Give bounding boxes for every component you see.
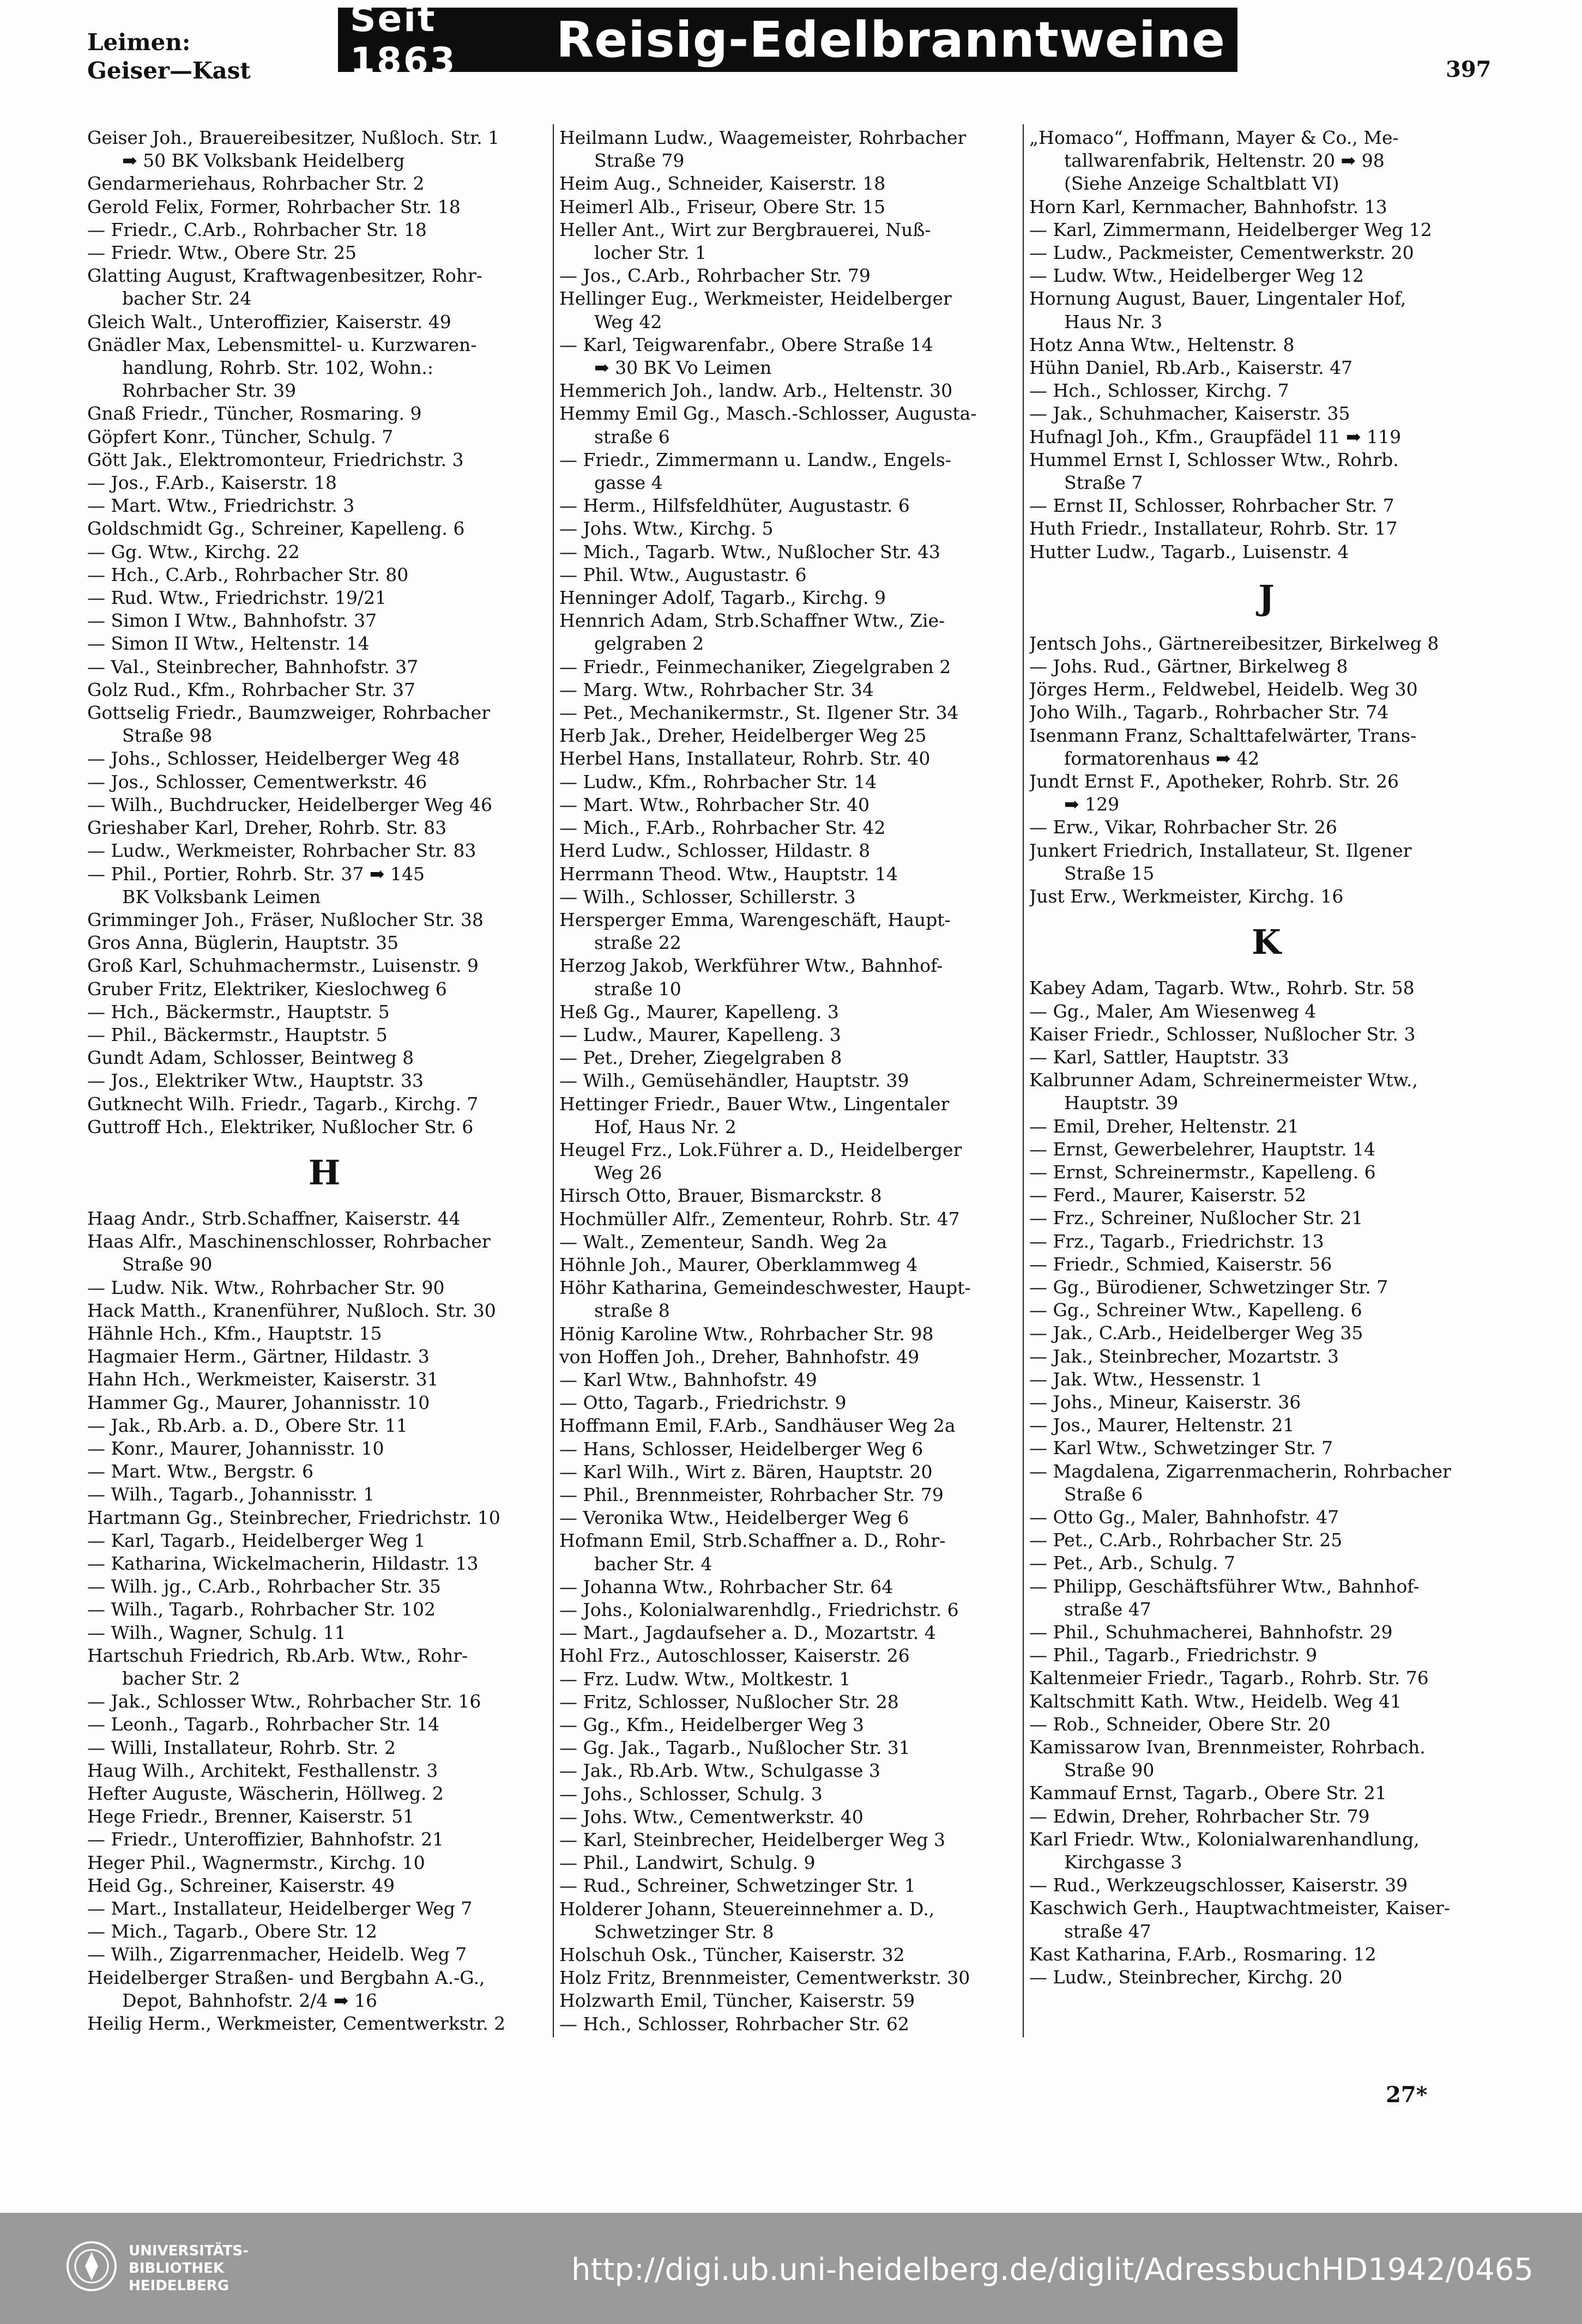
directory-entry: Hartmann Gg., Steinbrecher, Friedrichstr. 10 <box>87 1506 500 1528</box>
directory-column-1 <box>87 126 561 2045</box>
directory-entry: Gruber Fritz, Elektriker, Kieslochweg 6 <box>87 978 447 1000</box>
directory-entry: Glatting August, Kraftwagenbesitzer, Rohr- <box>87 265 482 287</box>
directory-entry: — Gg., Schreiner Wtw., Kapelleng. 6 <box>1029 1299 1362 1321</box>
directory-entry: Grimminger Joh., Fräser, Nußlocher Str. 38 <box>87 909 484 930</box>
directory-entry: Herbel Hans, Installateur, Rohrb. Str. 40 <box>559 748 931 770</box>
entry-continuation: Straße 7 <box>1064 472 1143 494</box>
entry-continuation: straße 47 <box>1064 1598 1151 1620</box>
directory-entry: — Ludw., Steinbrecher, Kirchg. 20 <box>1029 1966 1343 1988</box>
directory-entry: Gendarmeriehaus, Rohrbacher Str. 2 <box>87 173 425 195</box>
directory-entry: Hahn Hch., Werkmeister, Kaiserstr. 31 <box>87 1369 439 1390</box>
directory-entry: — Mart., Jagdaufseher a. D., Mozartstr. 4 <box>559 1622 936 1644</box>
directory-entry: — Frz., Tagarb., Friedrichstr. 13 <box>1029 1230 1324 1252</box>
directory-column-3 <box>1029 126 1503 2045</box>
directory-entry: Hennrich Adam, Strb.Schaffner Wtw., Zie- <box>559 610 945 632</box>
directory-entry: — Johs., Kolonialwarenhdlg., Friedrichstr. 6 <box>559 1599 959 1620</box>
entry-continuation: gasse 4 <box>594 472 663 494</box>
directory-entry: — Herm., Hilfsfeldhüter, Augustastr. 6 <box>559 495 910 517</box>
directory-entry: — Jak., Rb.Arb. Wtw., Schulgasse 3 <box>559 1760 880 1782</box>
directory-entry: — Jos., F.Arb., Kaiserstr. 18 <box>87 472 337 494</box>
directory-entry: Horn Karl, Kernmacher, Bahnhofstr. 13 <box>1029 196 1387 217</box>
entry-continuation: tallwarenfabrik, Heltenstr. 20 ➡ 98 <box>1064 150 1385 172</box>
entry-continuation: Straße 15 <box>1064 862 1155 884</box>
directory-entry: — Johs. Wtw., Cementwerkstr. 40 <box>559 1806 864 1827</box>
directory-entry: — Erw., Vikar, Rohrbacher Str. 26 <box>1029 816 1337 838</box>
directory-entry: — Otto Gg., Maler, Bahnhofstr. 47 <box>1029 1506 1339 1528</box>
directory-entry: — Pet., Dreher, Ziegelgraben 8 <box>559 1047 842 1069</box>
entry-continuation: ➡ 30 BK Vo Leimen <box>594 357 772 379</box>
directory-entry: — Simon II Wtw., Heltenstr. 14 <box>87 633 370 655</box>
directory-entry: — Hch., Schlosser, Rohrbacher Str. 62 <box>559 2013 909 2035</box>
directory-entry: Kammauf Ernst, Tagarb., Obere Str. 21 <box>1029 1782 1387 1804</box>
directory-entry: — Johs., Schlosser, Schulg. 3 <box>559 1783 823 1805</box>
directory-entry: — Friedr., Schmied, Kaiserstr. 56 <box>1029 1253 1332 1275</box>
entry-continuation: bacher Str. 24 <box>122 288 252 310</box>
directory-entry: — Rud. Wtw., Friedrichstr. 19/21 <box>87 587 387 609</box>
university-seal-icon <box>65 2240 118 2292</box>
directory-entry: — Ferd., Maurer, Kaiserstr. 52 <box>1029 1184 1307 1206</box>
directory-entry: Hornung August, Bauer, Lingentaler Hof, <box>1029 288 1406 310</box>
directory-entry: Hack Matth., Kranenführer, Nußloch. Str. 30 <box>87 1299 496 1321</box>
directory-entry: Heid Gg., Schreiner, Kaiserstr. 49 <box>87 1874 395 1896</box>
directory-entry: — Wilh., Buchdrucker, Heidelberger Weg 46 <box>87 794 492 815</box>
directory-entry: Just Erw., Werkmeister, Kirchg. 16 <box>1029 886 1344 907</box>
directory-entry: — Jak., Schuhmacher, Kaiserstr. 35 <box>1029 403 1350 425</box>
directory-entry: Hirsch Otto, Brauer, Bismarckstr. 8 <box>559 1185 882 1207</box>
directory-entry: — Emil, Dreher, Heltenstr. 21 <box>1029 1115 1299 1137</box>
directory-entry: — Wilh., Zigarrenmacher, Heidelb. Weg 7 <box>87 1944 467 1965</box>
directory-entry: Hufnagl Joh., Kfm., Graupfädel 11 ➡ 119 <box>1029 426 1402 447</box>
directory-entry: Hammer Gg., Maurer, Johannisstr. 10 <box>87 1391 430 1413</box>
directory-entry: — Wilh., Wagner, Schulg. 11 <box>87 1621 346 1643</box>
directory-entry: Herd Ludw., Schlosser, Hildastr. 8 <box>559 840 871 862</box>
running-header <box>87 28 251 85</box>
directory-entry: Geiser Joh., Brauereibesitzer, Nußloch. Str. 1 <box>87 127 500 148</box>
directory-entry: Kamissarow Ivan, Brennmeister, Rohrbach. <box>1029 1736 1426 1758</box>
directory-entry: Hofmann Emil, Strb.Schaffner a. D., Rohr- <box>559 1530 946 1552</box>
entry-continuation: Depot, Bahnhofstr. 2/4 ➡ 16 <box>122 1989 378 2011</box>
directory-entry: — Friedr., Feinmechaniker, Ziegelgraben 2 <box>559 656 951 677</box>
directory-entry: — Wilh., Tagarb., Johannisstr. 1 <box>87 1484 375 1505</box>
directory-entry: — Ludw., Packmeister, Cementwerkstr. 20 <box>1029 242 1414 264</box>
directory-entry: Hemmerich Joh., landw. Arb., Heltenstr. 30 <box>559 380 953 402</box>
directory-entry: Hemmy Emil Gg., Masch.-Schlosser, Augusta- <box>559 403 977 425</box>
directory-entry: — Philipp, Geschäftsführer Wtw., Bahnhof- <box>1029 1575 1420 1597</box>
directory-entry: Haag Andr., Strb.Schaffner, Kaiserstr. 44 <box>87 1207 461 1229</box>
directory-entry: „Homaco“, Hoffmann, Mayer & Co., Me- <box>1029 127 1399 148</box>
entry-continuation: Straße 90 <box>122 1254 213 1275</box>
directory-entry: Heidelberger Straßen- und Bergbahn A.-G., <box>87 1966 485 1988</box>
directory-entry: — Gg., Bürodiener, Schwetzinger Str. 7 <box>1029 1276 1388 1298</box>
directory-entry: — Mich., Tagarb., Obere Str. 12 <box>87 1921 377 1942</box>
directory-entry: — Hch., Schlosser, Kirchg. 7 <box>1029 380 1289 402</box>
directory-entry: Goldschmidt Gg., Schreiner, Kapelleng. 6 <box>87 518 465 540</box>
directory-entry: Groß Karl, Schuhmachermstr., Luisenstr. 9 <box>87 955 479 977</box>
page-number: 397 <box>1446 57 1492 82</box>
section-letter-heading: K <box>1252 922 1281 963</box>
directory-entry: Gros Anna, Büglerin, Hauptstr. 35 <box>87 932 399 954</box>
directory-entry: Hochmüller Alfr., Zementeur, Rohrb. Str. 47 <box>559 1208 960 1230</box>
directory-entry: — Karl, Tagarb., Heidelberger Weg 1 <box>87 1529 426 1551</box>
directory-entry: Hagmaier Herm., Gärtner, Hildastr. 3 <box>87 1346 430 1367</box>
directory-entry: — Konr., Maurer, Johannisstr. 10 <box>87 1437 384 1459</box>
directory-entry: — Simon I Wtw., Bahnhofstr. 37 <box>87 610 377 632</box>
directory-entry: — Jos., Schlosser, Cementwerkstr. 46 <box>87 771 427 792</box>
directory-entry: — Ludw. Wtw., Heidelberger Weg 12 <box>1029 265 1364 287</box>
directory-entry: — Leonh., Tagarb., Rohrbacher Str. 14 <box>87 1714 440 1735</box>
entry-continuation: locher Str. 1 <box>594 242 707 264</box>
directory-entry: Hoffmann Emil, F.Arb., Sandhäuser Weg 2a <box>559 1415 956 1437</box>
directory-entry: Hönig Karoline Wtw., Rohrbacher Str. 98 <box>559 1323 934 1345</box>
directory-entry: Hotz Anna Wtw., Heltenstr. 8 <box>1029 334 1295 355</box>
directory-entry: — Mart., Installateur, Heidelberger Weg 7 <box>87 1898 473 1920</box>
directory-entry: — Pet., Arb., Schulg. 7 <box>1029 1552 1235 1574</box>
directory-entry: — Karl, Zimmermann, Heidelberger Weg 12 <box>1029 219 1432 240</box>
directory-entry: — Walt., Zementeur, Sandh. Weg 2a <box>559 1231 887 1252</box>
directory-entry: Hartschuh Friedrich, Rb.Arb. Wtw., Rohr- <box>87 1644 468 1666</box>
directory-entry: — Phil., Portier, Rohrb. Str. 37 ➡ 145 <box>87 863 425 885</box>
directory-entry: — Edwin, Dreher, Rohrbacher Str. 79 <box>1029 1805 1370 1827</box>
directory-entry: Heß Gg., Maurer, Kapelleng. 3 <box>559 1001 839 1022</box>
directory-entry: — Gg. Wtw., Kirchg. 22 <box>87 541 300 562</box>
directory-entry: — Katharina, Wickelmacherin, Hildastr. 13 <box>87 1552 479 1574</box>
directory-entry: Kaiser Friedr., Schlosser, Nußlocher Str. 3 <box>1029 1023 1416 1045</box>
entry-continuation: Schwetzinger Str. 8 <box>594 1921 774 1942</box>
directory-entry: — Friedr., Zimmermann u. Landw., Engels- <box>559 449 951 470</box>
directory-entry: — Fritz, Schlosser, Nußlocher Str. 28 <box>559 1691 899 1712</box>
entry-continuation: Haus Nr. 3 <box>1064 311 1163 332</box>
directory-entry: Hege Friedr., Brenner, Kaiserstr. 51 <box>87 1806 415 1827</box>
directory-entry: Gött Jak., Elektromonteur, Friedrichstr. 3 <box>87 449 464 470</box>
directory-entry: Gottselig Friedr., Baumzweiger, Rohrbacher <box>87 702 490 724</box>
directory-entry: — Jak. Wtw., Hessenstr. 1 <box>1029 1368 1263 1390</box>
library-name: UNIVERSITÄTS- BIBLIOTHEK HEIDELBERG <box>129 2243 249 2294</box>
directory-entry: — Johanna Wtw., Rohrbacher Str. 64 <box>559 1576 893 1597</box>
directory-entry: — Ernst, Schreinermstr., Kapelleng. 6 <box>1029 1161 1376 1183</box>
directory-entry: — Marg. Wtw., Rohrbacher Str. 34 <box>559 679 874 700</box>
entry-continuation: Hauptstr. 39 <box>1064 1092 1179 1114</box>
directory-entry: Gutknecht Wilh. Friedr., Tagarb., Kirchg. 7 <box>87 1093 479 1115</box>
directory-entry: Haas Alfr., Maschinenschlosser, Rohrbacher <box>87 1231 491 1252</box>
directory-entry: Hersperger Emma, Warengeschäft, Haupt- <box>559 909 951 930</box>
directory-entry: Hähnle Hch., Kfm., Hauptstr. 15 <box>87 1322 382 1344</box>
directory-entry: Gundt Adam, Schlosser, Beintweg 8 <box>87 1047 414 1069</box>
directory-entry: — Friedr., C.Arb., Rohrbacher Str. 18 <box>87 219 427 240</box>
directory-entry: — Magdalena, Zigarrenmacherin, Rohrbacher <box>1029 1460 1451 1482</box>
entry-continuation: BK Volksbank Leimen <box>122 886 321 907</box>
entry-continuation: handlung, Rohrb. Str. 102, Wohn.: <box>122 357 433 379</box>
entry-continuation: bacher Str. 2 <box>122 1668 240 1689</box>
directory-entry: Kaschwich Gerh., Hauptwachtmeister, Kaiser- <box>1029 1897 1450 1919</box>
directory-entry: — Rud., Werkzeugschlosser, Kaiserstr. 39 <box>1029 1874 1408 1896</box>
directory-entry: — Gg. Jak., Tagarb., Nußlocher Str. 31 <box>559 1737 910 1759</box>
entry-continuation: Straße 6 <box>1064 1483 1143 1505</box>
directory-entry: — Mich., Tagarb. Wtw., Nußlocher Str. 43 <box>559 541 940 562</box>
directory-entry: — Phil., Brennmeister, Rohrbacher Str. 79 <box>559 1484 944 1505</box>
directory-entry: Heilig Herm., Werkmeister, Cementwerkstr. 2 <box>87 2013 506 2035</box>
directory-entry: Holzwarth Emil, Tüncher, Kaiserstr. 59 <box>559 1990 915 2012</box>
entry-continuation: Straße 79 <box>594 150 685 172</box>
entry-continuation: (Siehe Anzeige Schaltblatt VI) <box>1064 173 1339 195</box>
directory-entry: — Wilh., Tagarb., Rohrbacher Str. 102 <box>87 1599 436 1620</box>
entry-continuation: bacher Str. 4 <box>594 1553 712 1575</box>
directory-entry: Jundt Ernst F., Apotheker, Rohrb. Str. 26 <box>1029 771 1399 792</box>
directory-entry: — Johs. Wtw., Kirchg. 5 <box>559 518 774 540</box>
directory-entry: Henninger Adolf, Tagarb., Kirchg. 9 <box>559 587 886 609</box>
directory-entry: Hutter Ludw., Tagarb., Luisenstr. 4 <box>1029 541 1349 562</box>
entry-continuation: straße 6 <box>594 426 670 447</box>
directory-entry: Kast Katharina, F.Arb., Rosmaring. 12 <box>1029 1943 1376 1965</box>
directory-entry: — Mart. Wtw., Rohrbacher Str. 40 <box>559 794 870 815</box>
directory-entry: Hettinger Friedr., Bauer Wtw., Lingentaler <box>559 1093 950 1115</box>
directory-entry: Karl Friedr. Wtw., Kolonialwarenhandlung, <box>1029 1828 1420 1850</box>
directory-entry: — Jos., Maurer, Heltenstr. 21 <box>1029 1414 1295 1436</box>
printer-signature: 27* <box>1386 2082 1428 2108</box>
directory-entry: — Wilh., Gemüsehändler, Hauptstr. 39 <box>559 1070 909 1092</box>
directory-entry: Gnädler Max, Lebensmittel- u. Kurzwaren- <box>87 334 477 355</box>
directory-entry: Huth Friedr., Installateur, Rohrb. Str. 17 <box>1029 518 1398 540</box>
source-url-link[interactable]: http://digi.ub.uni-heidelberg.de/diglit/AdressbuchHD1942/0465 <box>571 2252 1533 2287</box>
directory-entry: — Karl Wtw., Schwetzinger Str. 7 <box>1029 1437 1333 1459</box>
directory-column-2 <box>559 126 1034 2045</box>
directory-entry: Guttroff Hch., Elektriker, Nußlocher Str. 6 <box>87 1116 474 1137</box>
directory-entry: — Jak., Steinbrecher, Mozartstr. 3 <box>1029 1345 1339 1367</box>
directory-entry: Holschuh Osk., Tüncher, Kaiserstr. 32 <box>559 1944 905 1966</box>
directory-entry: — Karl, Steinbrecher, Heidelberger Weg 3 <box>559 1829 945 1851</box>
entry-continuation: formatorenhaus ➡ 42 <box>1064 747 1260 769</box>
directory-entry: Heugel Frz., Lok.Führer a. D., Heidelberger <box>559 1139 962 1160</box>
entry-continuation: Kirchgasse 3 <box>1064 1851 1182 1873</box>
directory-entry: — Willi, Installateur, Rohrb. Str. 2 <box>87 1736 396 1758</box>
directory-entry: Höhnle Joh., Maurer, Oberklammweg 4 <box>559 1254 918 1275</box>
directory-entry: — Ernst, Gewerbelehrer, Hauptstr. 14 <box>1029 1138 1376 1160</box>
entry-continuation: Hof, Haus Nr. 2 <box>594 1116 736 1137</box>
directory-entry: Gerold Felix, Former, Rohrbacher Str. 18 <box>87 196 461 217</box>
directory-entry: — Pet., Mechanikermstr., St. Ilgener Str. 34 <box>559 702 959 724</box>
directory-entry: Golz Rud., Kfm., Rohrbacher Str. 37 <box>87 679 416 700</box>
directory-entry: Jentsch Johs., Gärtnereibesitzer, Birkelweg 8 <box>1029 632 1439 654</box>
directory-entry: — Rud., Schreiner, Schwetzinger Str. 1 <box>559 1875 916 1897</box>
entry-continuation: Weg 42 <box>594 311 662 332</box>
directory-entry: — Phil., Schuhmacherei, Bahnhofstr. 29 <box>1029 1621 1393 1643</box>
directory-entry: — Johs., Schlosser, Heidelberger Weg 48 <box>87 748 460 770</box>
directory-entry: — Friedr., Unteroffizier, Bahnhofstr. 21 <box>87 1829 444 1850</box>
directory-entry: — Jak., Rb.Arb. a. D., Obere Str. 11 <box>87 1414 408 1436</box>
header-place: Leimen: <box>87 29 191 56</box>
directory-entry: — Gg., Kfm., Heidelberger Weg 3 <box>559 1714 864 1736</box>
directory-entry: — Johs. Rud., Gärtner, Birkelweg 8 <box>1029 656 1348 677</box>
entry-continuation: straße 22 <box>594 932 681 954</box>
directory-entry: Kaltenmeier Friedr., Tagarb., Rohrb. Str. 76 <box>1029 1667 1429 1689</box>
directory-entry: — Jak., C.Arb., Heidelberger Weg 35 <box>1029 1322 1363 1344</box>
directory-entry: Herrmann Theod. Wtw., Hauptstr. 14 <box>559 863 898 885</box>
entry-continuation: ➡ 50 BK Volksbank Heidelberg <box>122 150 405 172</box>
directory-entry: Hohl Frz., Autoschlosser, Kaiserstr. 26 <box>559 1645 910 1667</box>
directory-entry: — Phil., Tagarb., Friedrichstr. 9 <box>1029 1644 1318 1666</box>
directory-entry: Herb Jak., Dreher, Heidelberger Weg 25 <box>559 725 927 747</box>
directory-entry: — Frz., Schreiner, Nußlocher Str. 21 <box>1029 1207 1363 1229</box>
directory-entry: — Ludw., Werkmeister, Rohrbacher Str. 83 <box>87 840 476 862</box>
directory-entry: Hühn Daniel, Rb.Arb., Kaiserstr. 47 <box>1029 357 1353 379</box>
directory-entry: Gnaß Friedr., Tüncher, Rosmaring. 9 <box>87 403 422 425</box>
entry-continuation: gelgraben 2 <box>594 633 704 655</box>
directory-entry: Kaltschmitt Kath. Wtw., Heidelb. Weg 41 <box>1029 1690 1402 1712</box>
directory-entry: Holz Fritz, Brennmeister, Cementwerkstr. 30 <box>559 1967 970 1989</box>
directory-entry: — Friedr. Wtw., Obere Str. 25 <box>87 242 357 264</box>
directory-entry: — Frz. Ludw. Wtw., Moltkestr. 1 <box>559 1668 851 1690</box>
directory-entry: — Rob., Schneider, Obere Str. 20 <box>1029 1713 1331 1735</box>
directory-entry: — Karl Wilh., Wirt z. Bären, Hauptstr. 20 <box>559 1461 933 1482</box>
directory-entry: — Karl, Sattler, Hauptstr. 33 <box>1029 1046 1289 1068</box>
directory-entry: — Ernst II, Schlosser, Rohrbacher Str. 7 <box>1029 495 1394 517</box>
directory-entry: Kabey Adam, Tagarb. Wtw., Rohrb. Str. 58 <box>1029 977 1415 999</box>
directory-entry: — Karl Wtw., Bahnhofstr. 49 <box>559 1369 817 1390</box>
directory-entry: — Pet., C.Arb., Rohrbacher Str. 25 <box>1029 1529 1343 1551</box>
entry-continuation: straße 10 <box>594 978 681 1000</box>
directory-entry: Jörges Herm., Feldwebel, Heidelb. Weg 30 <box>1029 679 1418 700</box>
directory-entry: — Jos., C.Arb., Rohrbacher Str. 79 <box>559 265 871 287</box>
directory-entry: — Phil., Bäckermstr., Hauptstr. 5 <box>87 1024 388 1045</box>
directory-entry: Hefter Auguste, Wäscherin, Höllweg. 2 <box>87 1783 444 1805</box>
directory-entry: Holderer Johann, Steuereinnehmer a. D., <box>559 1898 935 1920</box>
directory-entry: Heilmann Ludw., Waagemeister, Rohrbacher <box>559 127 967 148</box>
directory-entry: — Phil., Landwirt, Schulg. 9 <box>559 1852 816 1874</box>
banner-since: Seit 1863 <box>350 0 457 82</box>
section-letter-heading: J <box>1258 577 1275 618</box>
entry-continuation: Straße 98 <box>122 725 213 747</box>
directory-entry: — Jos., Elektriker Wtw., Hauptstr. 33 <box>87 1070 424 1092</box>
directory-entry: Isenmann Franz, Schalttafelwärter, Trans- <box>1029 724 1417 746</box>
directory-entry: — Ludw., Maurer, Kapelleng. 3 <box>559 1024 841 1045</box>
entry-continuation: Weg 26 <box>594 1162 662 1184</box>
directory-entry: Grieshaber Karl, Dreher, Rohrb. Str. 83 <box>87 817 447 839</box>
directory-entry: Herzog Jakob, Werkführer Wtw., Bahnhof- <box>559 955 943 977</box>
directory-entry: — Val., Steinbrecher, Bahnhofstr. 37 <box>87 656 419 677</box>
directory-entry: — Gg., Maler, Am Wiesenweg 4 <box>1029 1000 1317 1022</box>
directory-entry: Junkert Friedrich, Installateur, St. Ilgener <box>1029 839 1412 861</box>
directory-entry: — Wilh. jg., C.Arb., Rohrbacher Str. 35 <box>87 1576 441 1597</box>
directory-entry: Göpfert Konr., Tüncher, Schulg. 7 <box>87 426 394 447</box>
directory-entry: — Veronika Wtw., Heidelberger Weg 6 <box>559 1507 909 1529</box>
directory-entry: Heim Aug., Schneider, Kaiserstr. 18 <box>559 173 886 195</box>
directory-entry: Hummel Ernst I, Schlosser Wtw., Rohrb. <box>1029 449 1399 470</box>
directory-entry: — Wilh., Schlosser, Schillerstr. 3 <box>559 886 856 907</box>
directory-entry: — Hch., C.Arb., Rohrbacher Str. 80 <box>87 564 409 585</box>
directory-entry: — Ludw. Nik. Wtw., Rohrbacher Str. 90 <box>87 1276 445 1298</box>
directory-entry: Heger Phil., Wagnermstr., Kirchg. 10 <box>87 1851 425 1873</box>
directory-entry: — Jak., Schlosser Wtw., Rohrbacher Str. 16 <box>87 1691 481 1712</box>
directory-entry: — Mart. Wtw., Friedrichstr. 3 <box>87 495 355 517</box>
section-letter-heading: H <box>308 1152 341 1193</box>
entry-continuation: straße 47 <box>1064 1920 1151 1942</box>
directory-entry: Heimerl Alb., Friseur, Obere Str. 15 <box>559 196 886 217</box>
library-footer <box>0 2213 1582 2324</box>
directory-entry: Joho Wilh., Tagarb., Rohrbacher Str. 74 <box>1029 701 1389 723</box>
directory-entry: — Hans, Schlosser, Heidelberger Weg 6 <box>559 1438 923 1460</box>
entry-continuation: straße 8 <box>594 1300 670 1322</box>
directory-entry: — Otto, Tagarb., Friedrichstr. 9 <box>559 1392 847 1414</box>
entry-continuation: Rohrbacher Str. 39 <box>122 380 297 402</box>
advertisement-banner <box>338 0 1237 82</box>
directory-entry: Kalbrunner Adam, Schreinermeister Wtw., <box>1029 1069 1418 1091</box>
entry-continuation: ➡ 129 <box>1064 794 1120 815</box>
directory-entry: von Hoffen Joh., Dreher, Bahnhofstr. 49 <box>559 1346 920 1367</box>
directory-entry: Haug Wilh., Architekt, Festhallenstr. 3 <box>87 1759 438 1781</box>
directory-entry: Hellinger Eug., Werkmeister, Heidelberger <box>559 288 952 310</box>
directory-entry: — Karl, Teigwarenfabr., Obere Straße 14 <box>559 334 933 355</box>
directory-entry: Gleich Walt., Unteroffizier, Kaiserstr. 49 <box>87 311 451 332</box>
banner-brand: Reisig-Edelbranntweine <box>555 11 1225 69</box>
directory-entry: — Phil. Wtw., Augustastr. 6 <box>559 564 807 585</box>
directory-entry: Heller Ant., Wirt zur Bergbrauerei, Nuß- <box>559 219 931 240</box>
directory-entry: — Ludw., Kfm., Rohrbacher Str. 14 <box>559 771 877 792</box>
directory-entry: — Johs., Mineur, Kaiserstr. 36 <box>1029 1391 1301 1413</box>
entry-continuation: Straße 90 <box>1064 1759 1155 1781</box>
header-range: Geiser—Kast <box>87 57 251 84</box>
directory-entry: — Hch., Bäckermstr., Hauptstr. 5 <box>87 1001 390 1022</box>
directory-entry: Höhr Katharina, Gemeindeschwester, Haupt- <box>559 1277 971 1299</box>
directory-entry: — Mart. Wtw., Bergstr. 6 <box>87 1461 313 1482</box>
directory-entry: — Mich., F.Arb., Rohrbacher Str. 42 <box>559 817 886 839</box>
